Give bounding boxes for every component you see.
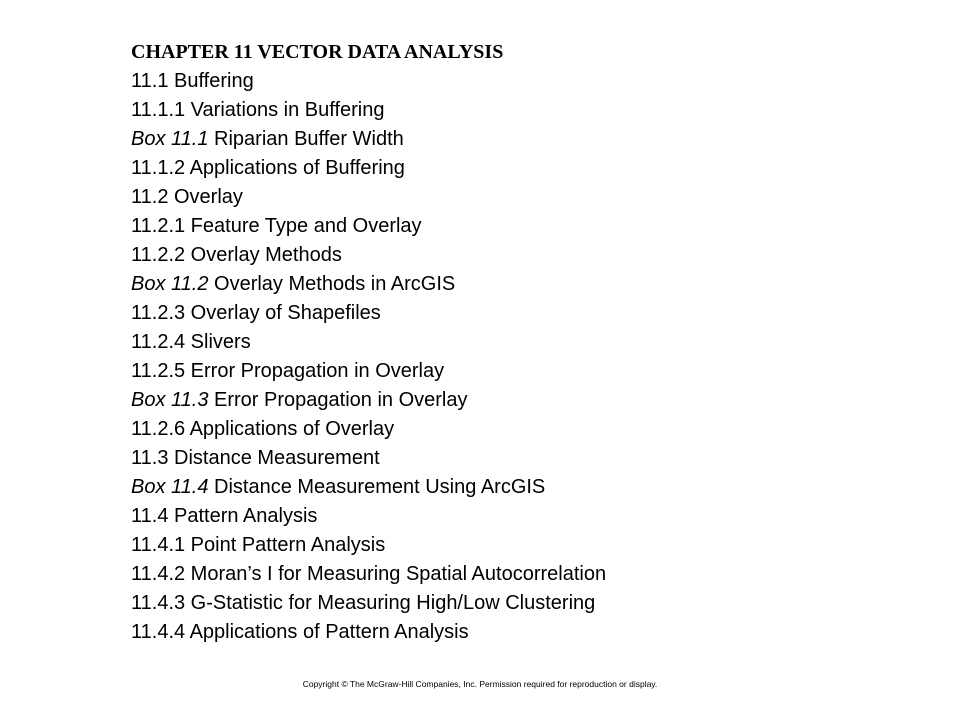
toc-item-text: 11.2.6 Applications of Overlay bbox=[131, 418, 395, 440]
toc-item-text: 11.4.2 Moran’s I for Measuring Spatial Autocorrelation bbox=[131, 563, 607, 585]
toc-item-text: 11.1 Buffering bbox=[131, 70, 254, 92]
toc-item-text: 11.2.5 Error Propagation in Overlay bbox=[131, 360, 445, 382]
toc-item-text: 11.2 Overlay bbox=[131, 186, 243, 208]
toc-item-text: 11.4.4 Applications of Pattern Analysis bbox=[131, 621, 469, 643]
toc-box-label: Box 11.4 bbox=[131, 476, 209, 498]
toc-item bbox=[131, 473, 606, 502]
toc-item-text: 11.2.2 Overlay Methods bbox=[131, 244, 342, 266]
toc-item bbox=[131, 241, 606, 270]
toc-item-text: 11.4.3 G-Statistic for Measuring High/Low Clustering bbox=[131, 592, 596, 614]
toc-item bbox=[131, 386, 606, 415]
toc-item bbox=[131, 618, 606, 647]
toc-box-label: Box 11.1 bbox=[131, 128, 209, 150]
toc-item-text: Riparian Buffer Width bbox=[208, 128, 404, 150]
toc-item-text: 11.4 Pattern Analysis bbox=[131, 505, 318, 527]
toc-item-text: 11.1.1 Variations in Buffering bbox=[131, 99, 385, 121]
toc-item bbox=[131, 531, 606, 560]
toc-item-text: 11.3 Distance Measurement bbox=[131, 447, 380, 469]
toc-item bbox=[131, 415, 606, 444]
toc-item bbox=[131, 96, 606, 125]
copyright-notice: Copyright © The McGraw-Hill Companies, Inc. Permission required for reproduction or display. bbox=[302, 679, 658, 689]
toc-box-label: Box 11.3 bbox=[131, 389, 209, 411]
toc-item bbox=[131, 357, 606, 386]
toc-item bbox=[131, 154, 606, 183]
toc-item-text: 11.2.3 Overlay of Shapefiles bbox=[131, 302, 381, 324]
toc-item-text: 11.4.1 Point Pattern Analysis bbox=[131, 534, 386, 556]
toc-item bbox=[131, 212, 606, 241]
table-of-contents bbox=[131, 67, 606, 647]
toc-item-text: Overlay Methods in ArcGIS bbox=[208, 273, 456, 295]
toc-item-text: 11.1.2 Applications of Buffering bbox=[131, 157, 405, 179]
toc-item-text: 11.2.4 Slivers bbox=[131, 331, 251, 353]
toc-item bbox=[131, 328, 606, 357]
toc-item-text: Distance Measurement Using ArcGIS bbox=[208, 476, 546, 498]
toc-item bbox=[131, 67, 606, 96]
toc-item bbox=[131, 125, 606, 154]
toc-item bbox=[131, 444, 606, 473]
toc-box-label: Box 11.2 bbox=[131, 273, 209, 295]
toc-item bbox=[131, 560, 606, 589]
toc-item bbox=[131, 183, 606, 212]
toc-item-text: 11.2.1 Feature Type and Overlay bbox=[131, 215, 422, 237]
toc-item-text: Error Propagation in Overlay bbox=[208, 389, 468, 411]
toc-item bbox=[131, 299, 606, 328]
chapter-title: CHAPTER 11 VECTOR DATA ANALYSIS bbox=[131, 41, 504, 63]
toc-item bbox=[131, 589, 606, 618]
toc-item bbox=[131, 502, 606, 531]
toc-item bbox=[131, 270, 606, 299]
